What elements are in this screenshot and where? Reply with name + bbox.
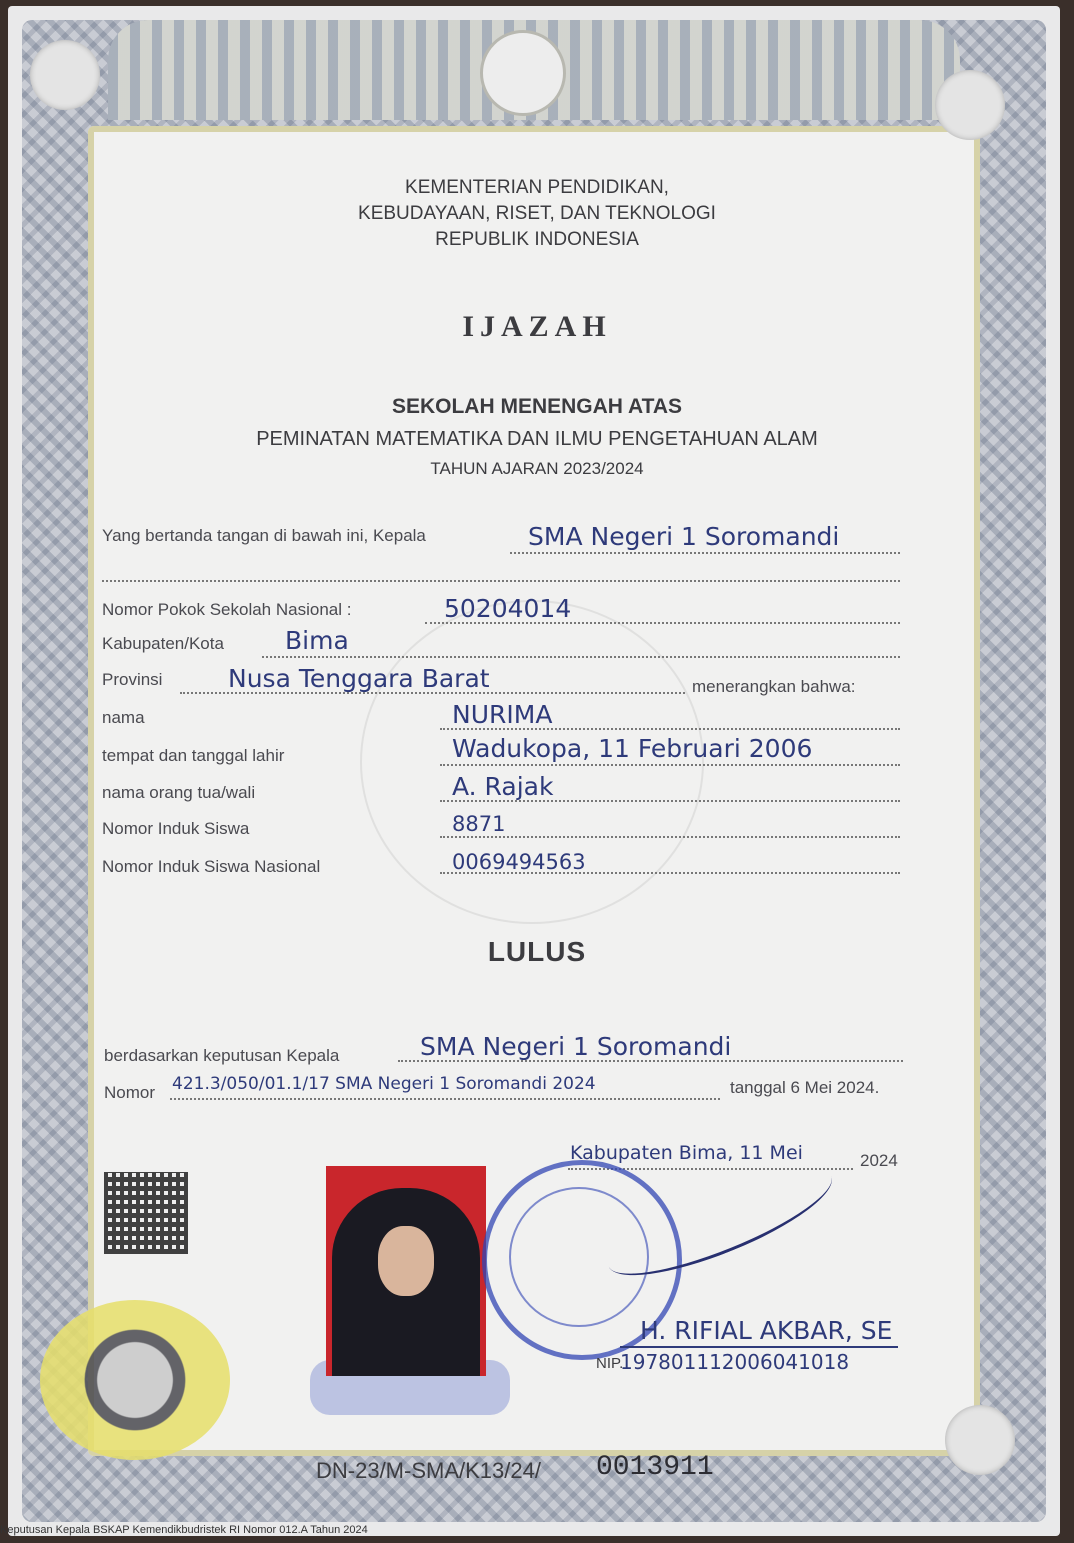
dotted-line [440, 836, 900, 838]
field-label-wali: nama orang tua/wali [102, 783, 256, 802]
dotted-line [440, 800, 900, 802]
ministry-line-3: REPUBLIK INDONESIA [435, 229, 639, 250]
kabupaten-label: Kabupaten/Kota [102, 634, 224, 653]
school-level: SEKOLAH MENENGAH ATAS [391, 395, 683, 418]
decision-label: berdasarkan keputusan Kepala [104, 1046, 340, 1065]
dotted-line [398, 1060, 903, 1062]
field-label-nama: nama [102, 708, 145, 727]
serial-prefix: DN-23/M-SMA/K13/24/ [316, 1458, 541, 1483]
menerangkan-label: menerangkan bahwa: [692, 677, 856, 696]
field-value-nisn: 0069494563 [452, 850, 586, 874]
ministry-line-1: KEMENTERIAN PENDIDIKAN, [405, 177, 669, 198]
provinsi-value: Nusa Tenggara Barat [228, 664, 490, 693]
dotted-line [102, 580, 900, 582]
dotted-line [440, 764, 900, 766]
specialization: PEMINATAN MATEMATIKA DAN ILMU PENGETAHUAN ALAM [256, 428, 818, 450]
intro-label: Yang bertanda tangan di bawah ini, Kepala [102, 526, 426, 545]
ministry-line-2: KEBUDAYAAN, RISET, DAN TEKNOLOGI [358, 203, 716, 224]
dotted-line [180, 692, 685, 694]
field-label-ttl: tempat dan tanggal lahir [102, 746, 285, 765]
kabupaten-value: Bima [285, 626, 349, 655]
tanggal-keputusan: tanggal 6 Mei 2024. [730, 1078, 880, 1097]
photo-face [378, 1226, 434, 1296]
field-label-nisn: Nomor Induk Siswa Nasional [102, 857, 321, 876]
dotted-line [425, 622, 900, 624]
signature-place-date: Kabupaten Bima, 11 Mei [570, 1142, 803, 1164]
hologram-seal-icon [40, 1300, 230, 1460]
nomor-label: Nomor [104, 1083, 156, 1102]
garuda-emblem-icon [480, 30, 566, 116]
signatory-name: H. RIFIAL AKBAR, SE [640, 1316, 893, 1345]
student-photo [326, 1166, 486, 1376]
corner-hole [30, 40, 100, 110]
dotted-line [510, 552, 900, 554]
dotted-line [440, 728, 900, 730]
corner-hole [935, 70, 1005, 140]
decision-school: SMA Negeri 1 Soromandi [420, 1032, 732, 1061]
qr-code [104, 1172, 188, 1254]
npsn-value: 50204014 [444, 594, 572, 623]
serial-number: 0013911 [596, 1452, 714, 1483]
dotted-line [440, 872, 900, 874]
result-lulus: LULUS [487, 936, 587, 967]
npsn-label: Nomor Pokok Sekolah Nasional : [102, 600, 352, 619]
nomor-value: 421.3/050/01.1/17 SMA Negeri 1 Soromandi 2024 [172, 1074, 596, 1094]
signature-underline [620, 1346, 898, 1348]
school-name: SMA Negeri 1 Soromandi [528, 522, 840, 551]
corner-hole [945, 1405, 1015, 1475]
nip-label: NIP. [596, 1355, 624, 1372]
decree-footnote: Keputusan Kepala BSKAP Kemendikbudristek RI Nomor 012.A Tahun 2024 [0, 1524, 368, 1536]
field-value-nama: NURIMA [452, 700, 553, 729]
field-value-nis: 8871 [452, 812, 506, 836]
certificate-title: IJAZAH [462, 310, 612, 343]
nip-value: 197801112006041018 [620, 1350, 850, 1374]
signature-year: 2024 [860, 1151, 898, 1170]
academic-year: TAHUN AJARAN 2023/2024 [430, 459, 644, 478]
dotted-line [170, 1098, 720, 1100]
field-value-ttl: Wadukopa, 11 Februari 2006 [452, 734, 813, 763]
field-value-wali: A. Rajak [452, 772, 554, 801]
provinsi-label: Provinsi [102, 670, 163, 689]
field-label-nis: Nomor Induk Siswa [102, 819, 250, 838]
dotted-line [262, 656, 900, 658]
